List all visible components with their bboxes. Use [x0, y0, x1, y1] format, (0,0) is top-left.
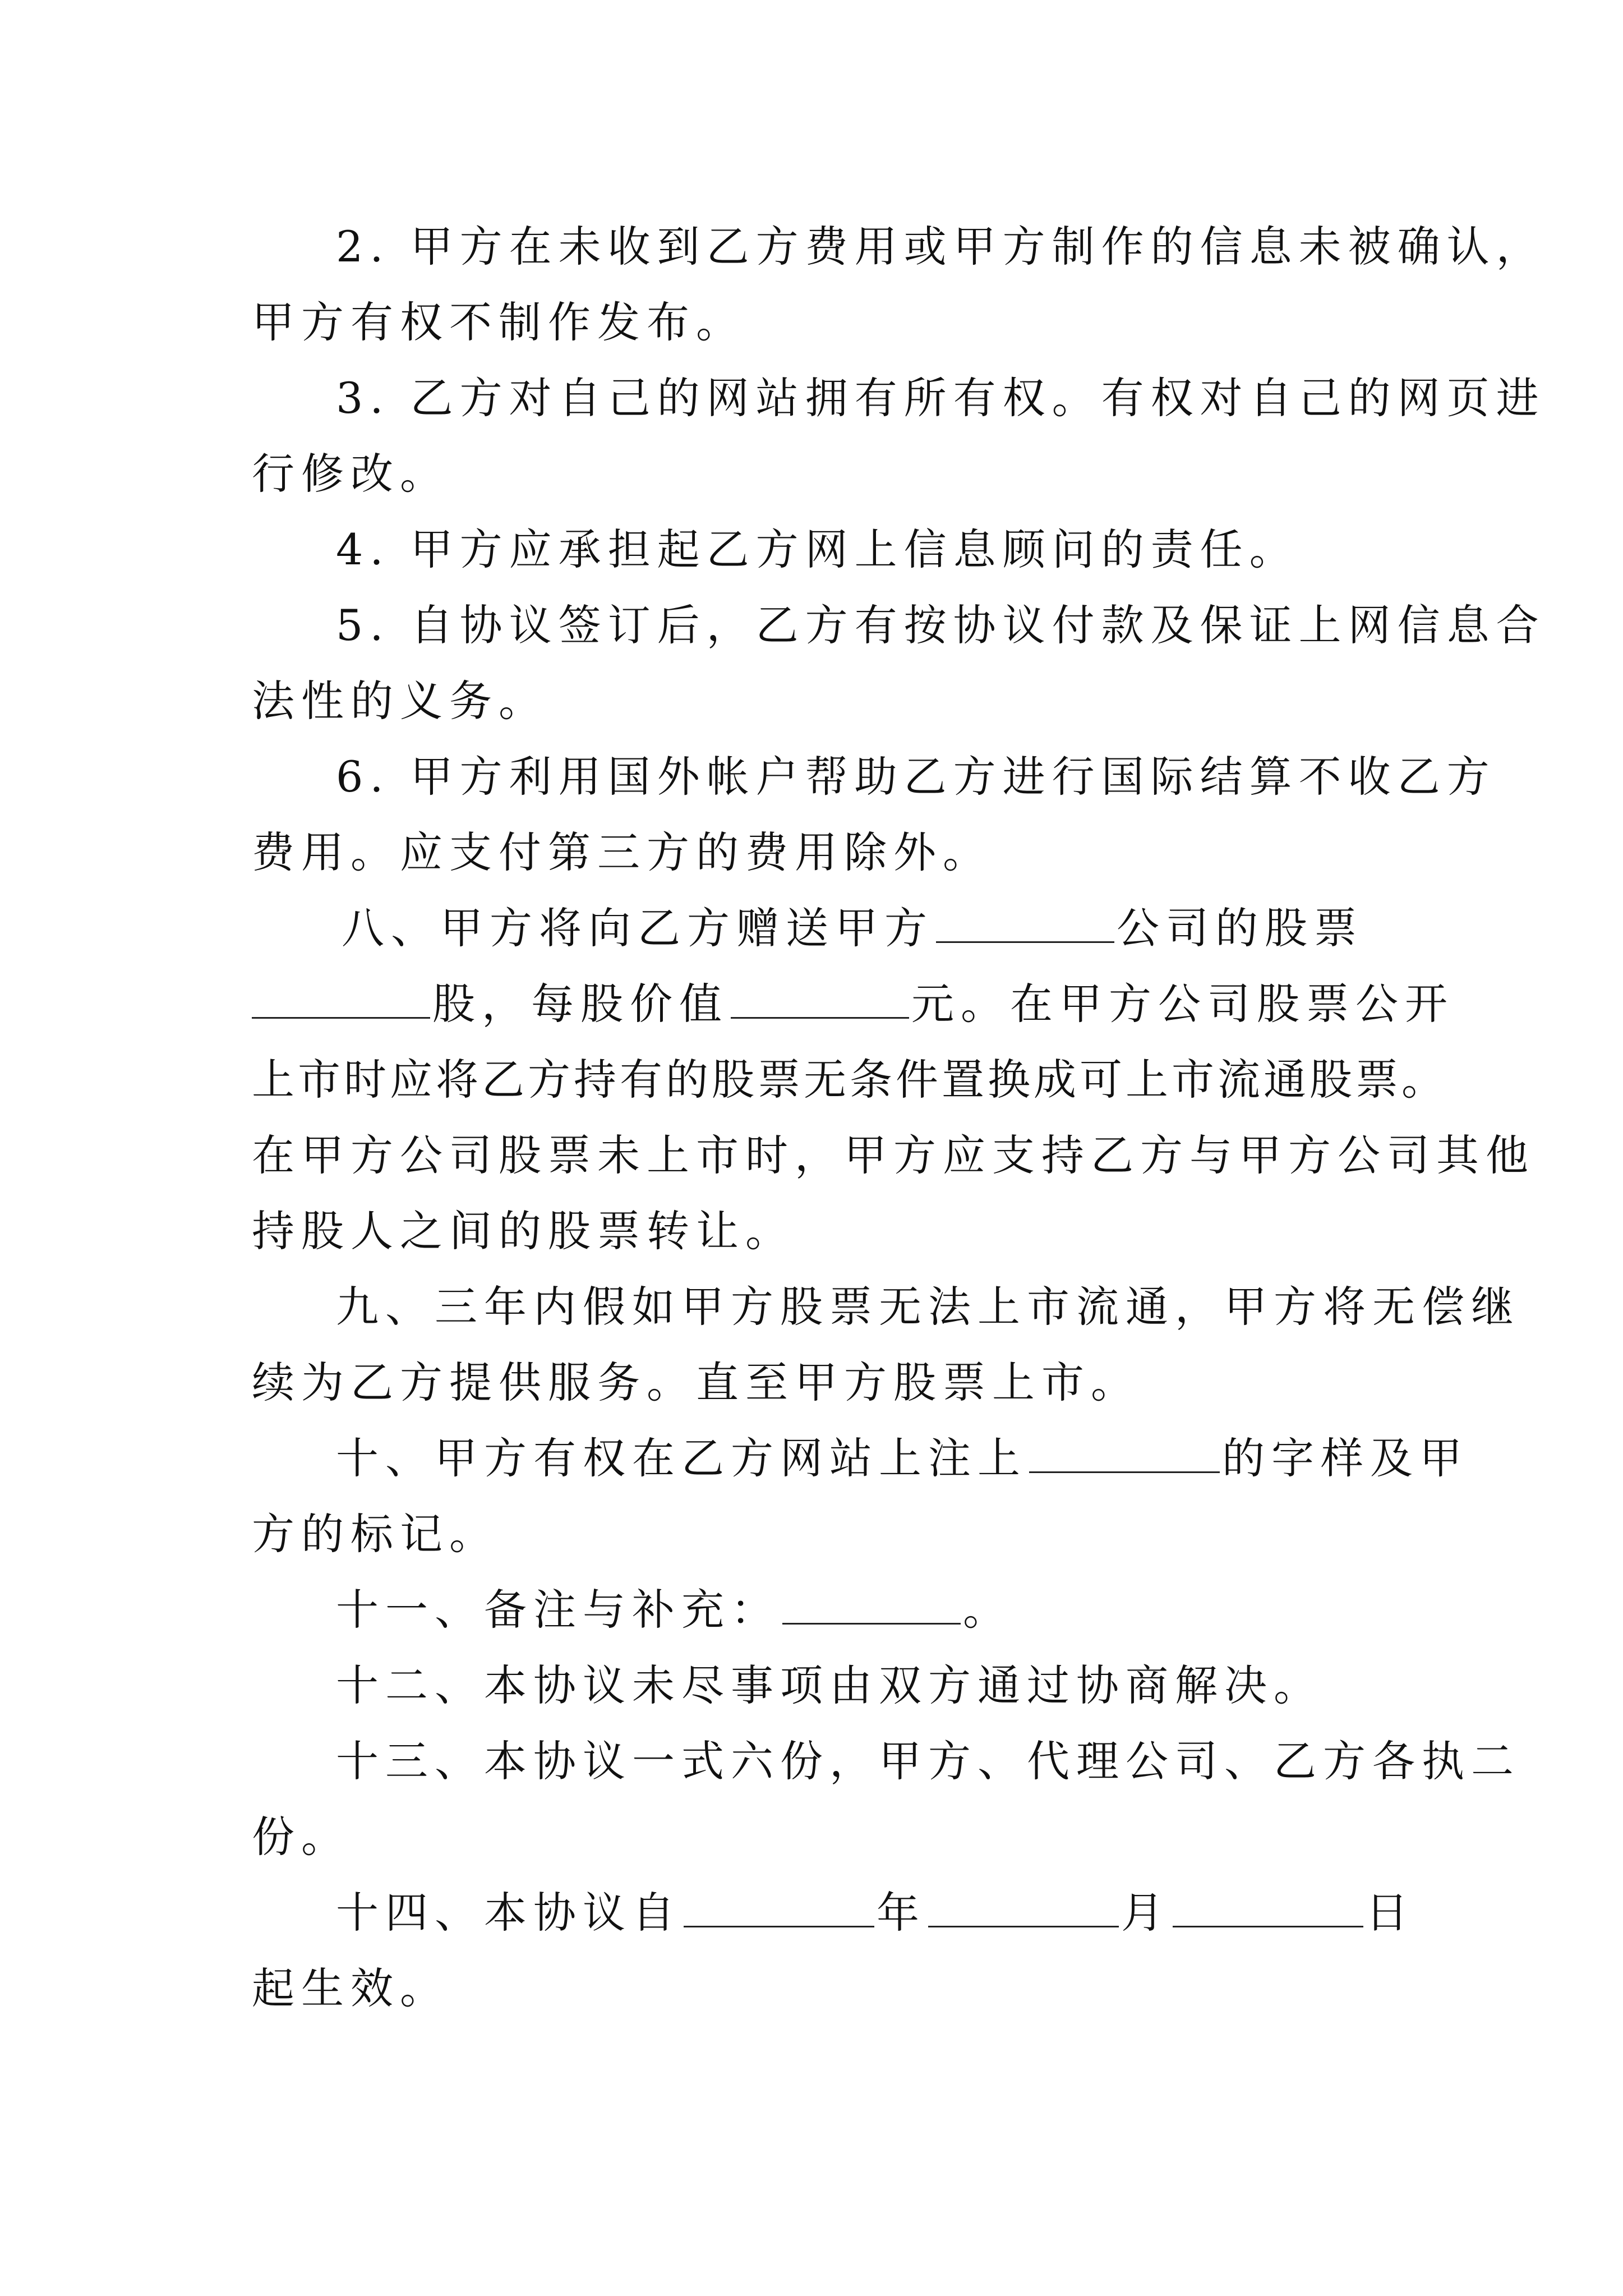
clause-8-text-a: 八、甲方将向乙方赠送甲方 [342, 903, 934, 953]
clause-14-line-1 [252, 1885, 1464, 1941]
clause-13-line-1: 十三、本协议一式六份，甲方、代理公司、乙方各执二 [336, 1736, 1520, 1786]
item-6-line-1: 6. 甲方利用国外帐户帮助乙方进行国际结算不收乙方 [336, 752, 1496, 802]
clause-14-text-c: 月 [1121, 1888, 1170, 1938]
clause-9-line-1: 九、三年内假如甲方股票无法上市流通，甲方将无偿继 [336, 1282, 1520, 1332]
clause-10-line-2: 方的标记。 [252, 1509, 499, 1559]
clause-9-line-2: 续为乙方提供服务。直至甲方股票上市。 [252, 1358, 1140, 1407]
clause-8-line-4: 在甲方公司股票未上市时，甲方应支持乙方与甲方公司其他 [252, 1130, 1535, 1180]
clause-12-line-1: 十二、本协议未尽事项由双方通过协商解决。 [336, 1660, 1323, 1710]
item-3-line-1: 3. 乙方对自己的网站拥有所有权。有权对自己的网页进 [336, 373, 1546, 423]
clause-11-text-b: 。 [963, 1585, 1012, 1635]
clause-11-text-a: 十一、备注与补充： [336, 1585, 780, 1635]
clause-8-line-5: 持股人之间的股票转让。 [252, 1206, 795, 1256]
item-5-line-1: 5. 自协议签订后，乙方有按协议付款及保证上网信息合 [336, 600, 1546, 650]
clause-10-text-a: 十、甲方有权在乙方网站上注上 [336, 1433, 1027, 1483]
item-3-line-2: 行修改。 [252, 449, 449, 499]
day-blank[interactable] [1173, 1890, 1363, 1927]
item-2-line-1: 2. 甲方在未收到乙方费用或甲方制作的信息未被确认， [336, 222, 1546, 272]
clause-14-line-2: 起生效。 [252, 1963, 449, 2013]
clause-8-text-b: 公司的股票 [1117, 903, 1363, 953]
item-4-line-1: 4. 甲方应承担起乙方网上信息顾问的责任。 [336, 524, 1299, 574]
year-blank[interactable] [684, 1890, 874, 1927]
clause-13-line-2: 份。 [252, 1812, 351, 1862]
month-blank[interactable] [928, 1890, 1119, 1927]
share-price-blank[interactable] [731, 981, 909, 1019]
item-5-line-2: 法性的义务。 [252, 676, 548, 726]
clause-10-line-1 [252, 1430, 1469, 1487]
clause-14-text-a: 十四、本协议自 [336, 1888, 681, 1938]
mark-text-blank[interactable] [1029, 1435, 1220, 1473]
remarks-blank[interactable] [782, 1587, 961, 1625]
share-count-blank[interactable] [252, 981, 430, 1019]
clause-11-line-1 [252, 1582, 1464, 1638]
clause-8-line-3: 上市时应将乙方持有的股票无条件置换成可上市流通股票。 [252, 1055, 1447, 1105]
clause-10-text-b: 的字样及甲 [1222, 1433, 1469, 1483]
clause-8-text-d: 元。在甲方公司股票公开 [911, 979, 1454, 1029]
item-6-line-2: 费用。应支付第三方的费用除外。 [252, 827, 992, 877]
clause-14-text-b: 年 [877, 1888, 926, 1938]
clause-8-text-c: 股，每股价值 [432, 979, 728, 1029]
item-2-line-2: 甲方有权不制作发布。 [252, 297, 745, 347]
company-name-blank[interactable] [936, 905, 1114, 943]
clause-8-line-1 [252, 900, 1470, 956]
clause-8-line-2 [252, 976, 1454, 1032]
clause-14-text-d: 日 [1366, 1888, 1415, 1938]
